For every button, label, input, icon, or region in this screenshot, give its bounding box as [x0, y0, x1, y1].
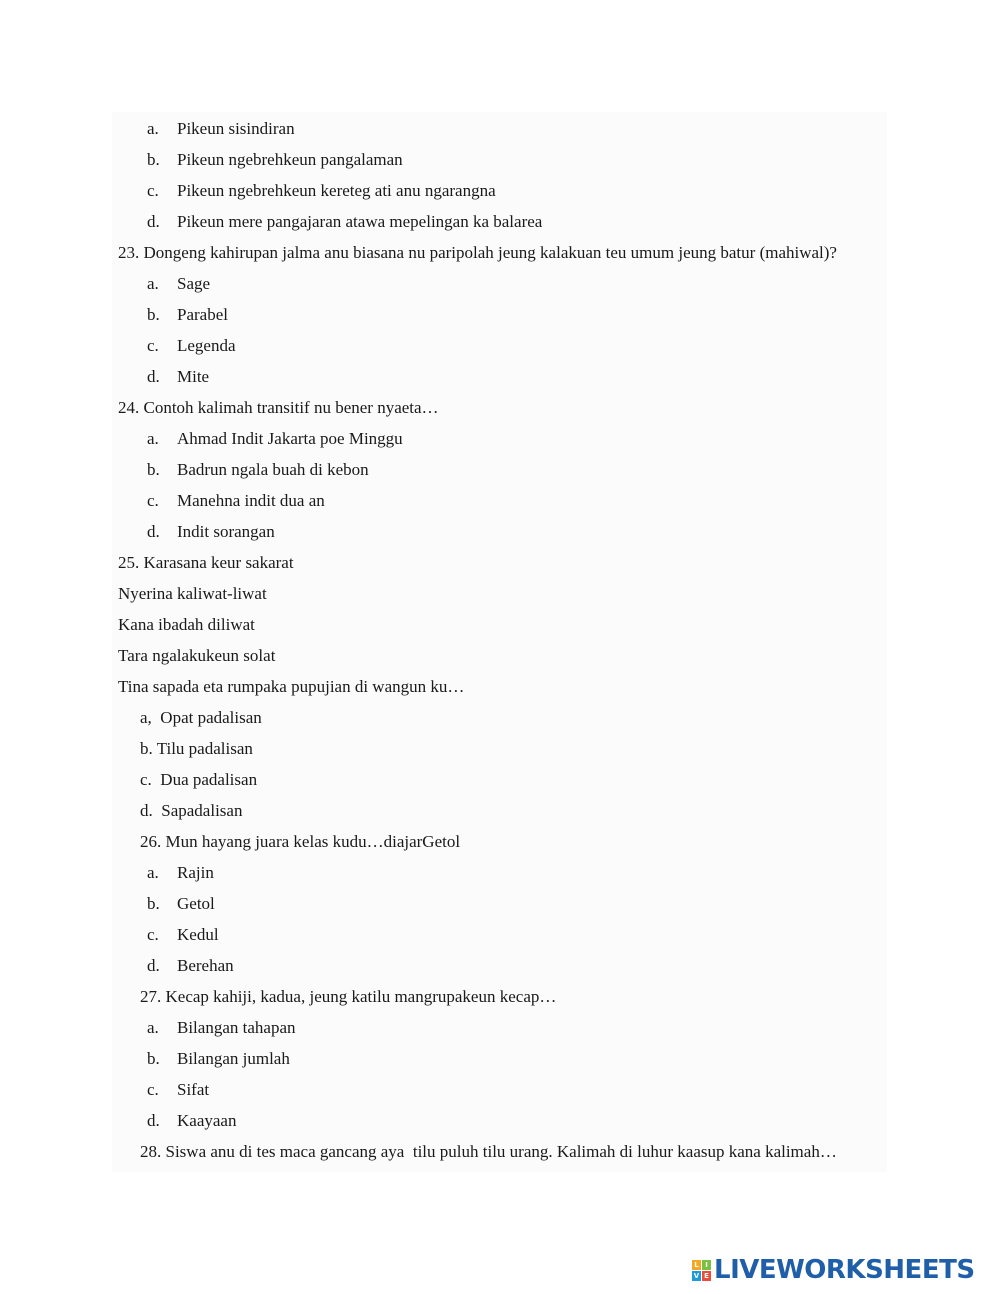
- logo-mark-icon: [692, 1260, 711, 1281]
- q24-option-b: [147, 460, 369, 480]
- q22-option-b: [147, 150, 403, 170]
- option-letter: a.: [147, 863, 159, 882]
- q25-question: Tina sapada eta rumpaka pupujian di wangun ku…: [118, 677, 465, 696]
- q23-option-c: [147, 336, 236, 356]
- option-letter: d.: [147, 522, 160, 541]
- option-letter: a.: [147, 1018, 159, 1037]
- liveworksheets-logo[interactable]: [692, 1255, 975, 1285]
- option-text: Bilangan jumlah: [177, 1049, 290, 1068]
- logo-mark-letter: V: [693, 1271, 700, 1280]
- q27-question: 27. Kecap kahiji, kadua, jeung katilu mangrupakeun kecap…: [140, 987, 557, 1006]
- option-text: Sifat: [177, 1080, 210, 1099]
- q27-option-c: [147, 1080, 209, 1100]
- q26-option-d: [147, 956, 234, 976]
- q25-line: Kana ibadah diliwat: [118, 615, 255, 634]
- q25-line: Tara ngalakukeun solat: [118, 646, 276, 665]
- q28-question: 28. Siswa anu di tes maca gancang aya tilu puluh tilu urang. Kalimah di luhur kaasup kana kalimah…: [140, 1142, 837, 1161]
- option-text: Indit sorangan: [177, 522, 275, 541]
- option-text: Berehan: [177, 956, 234, 975]
- q27-option-b: [147, 1049, 290, 1069]
- option-letter: b.: [147, 1049, 160, 1068]
- option-letter: c.: [147, 1080, 159, 1099]
- q24-question: 24. Contoh kalimah transitif nu bener nyaeta…: [118, 398, 439, 417]
- q25-option-a: a, Opat padalisan: [140, 708, 262, 727]
- option-letter: d.: [147, 367, 160, 386]
- option-text: Badrun ngala buah di kebon: [177, 460, 369, 479]
- q25-option-c: c. Dua padalisan: [140, 770, 258, 789]
- logo-mark-letter: E: [702, 1271, 711, 1281]
- option-text: Bilangan tahapan: [177, 1018, 296, 1037]
- q24-option-a: [147, 429, 403, 449]
- q26-question: 26. Mun hayang juara kelas kudu…diajarGetol: [140, 832, 461, 851]
- option-letter: b.: [147, 150, 160, 169]
- q23-option-d: [147, 367, 209, 387]
- option-letter: d.: [147, 956, 160, 975]
- q26-option-c: [147, 925, 219, 945]
- logo-mark-letter: I: [702, 1260, 711, 1270]
- option-text: Kaayaan: [177, 1111, 237, 1130]
- q22-option-d: [147, 212, 542, 232]
- option-text: Pikeun ngebrehkeun pangalaman: [177, 150, 403, 169]
- q23-question: 23. Dongeng kahirupan jalma anu biasana nu paripolah jeung kalakuan teu umum jeung batur (mahiwal)?: [118, 243, 837, 262]
- option-text: Rajin: [177, 863, 214, 882]
- q25-line: Nyerina kaliwat-liwat: [118, 584, 267, 603]
- option-letter: a.: [147, 274, 159, 293]
- option-letter: c.: [147, 181, 159, 200]
- logo-text: LIVEWORKSHEETS: [714, 1255, 975, 1285]
- option-text: Ahmad Indit Jakarta poe Minggu: [177, 429, 403, 448]
- logo-mark-letter: L: [692, 1260, 701, 1270]
- q22-option-a: [147, 119, 295, 139]
- q22-option-c: [147, 181, 496, 201]
- option-letter: c.: [147, 925, 159, 944]
- q24-option-d: [147, 522, 275, 542]
- option-text: Manehna indit dua an: [177, 491, 325, 510]
- option-text: Mite: [177, 367, 210, 386]
- q27-option-d: [147, 1111, 236, 1131]
- worksheet-page: [112, 112, 887, 1172]
- q23-option-b: [147, 305, 228, 325]
- option-letter: c.: [147, 336, 159, 355]
- option-text: Pikeun sisindiran: [177, 119, 295, 138]
- q25-line: 25. Karasana keur sakarat: [118, 553, 294, 572]
- option-letter: d.: [147, 212, 160, 231]
- option-text: Legenda: [177, 336, 236, 355]
- q26-option-a: [147, 863, 214, 883]
- option-letter: a.: [147, 429, 159, 448]
- q24-option-c: [147, 491, 325, 511]
- option-letter: b.: [147, 305, 160, 324]
- option-text: Pikeun mere pangajaran atawa mepelingan ka balarea: [177, 212, 543, 231]
- option-text: Getol: [177, 894, 215, 913]
- option-text: Sage: [177, 274, 211, 293]
- option-text: Kedul: [177, 925, 219, 944]
- q25-option-d: d. Sapadalisan: [140, 801, 243, 820]
- option-letter: d.: [147, 1111, 160, 1130]
- option-letter: a.: [147, 119, 159, 138]
- option-letter: b.: [147, 894, 160, 913]
- q23-option-a: [147, 274, 210, 294]
- option-letter: c.: [147, 491, 159, 510]
- q26-option-b: [147, 894, 215, 914]
- option-letter: b.: [147, 460, 160, 479]
- option-text: Pikeun ngebrehkeun kereteg ati anu ngarangna: [177, 181, 496, 200]
- q27-option-a: [147, 1018, 296, 1038]
- q25-option-b: b. Tilu padalisan: [140, 739, 253, 758]
- option-text: Parabel: [177, 305, 228, 324]
